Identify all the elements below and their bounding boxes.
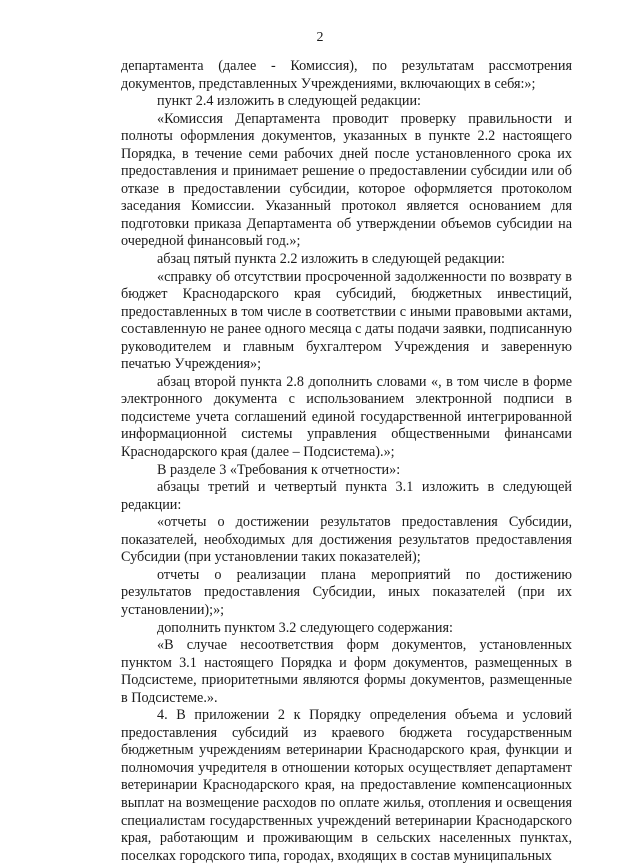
page-number: 2 bbox=[316, 30, 324, 45]
paragraph-results-reports: «отчеты о достижении результатов предоставления Субсидии, показателей, необходимых для достижения результатов предоставления Субсидии (при установлении таких показателей); bbox=[121, 514, 572, 566]
paragraph-commission-review: «Комиссия Департамента проводит проверку правильности и полноты оформления документов, указанных в пункте 2.2 настоящего Порядка, в течение семи рабочих дней после установленного срока их предоставления и принимает решение о предоставлении субсидии или об отказе в предоставлении субсидии, которое оформляется протоколом заседания Комиссии. Указанный протокол является основанием для подготовки приказа Департамента об утверждении объемов субсидии на очередной финансовый год.»; bbox=[121, 110, 572, 250]
paragraph-clause-3-2-intro: дополнить пунктом 3.2 следующего содержания: bbox=[157, 619, 453, 636]
paragraph-clause-2-4-intro: пункт 2.4 изложить в следующей редакции: bbox=[157, 93, 421, 110]
paragraph-clause-2-2-intro: абзац пятый пункта 2.2 изложить в следующей редакции: bbox=[157, 251, 505, 268]
paragraph-clause-2-8-addition: абзац второй пункта 2.8 дополнить словами «, в том числе в форме электронного документа с использованием электронной подписи в подсистеме учета соглашений единой государственной интегрированной информационной системы управления общественными финансами Краснодарского края (далее – Подсистема).»; bbox=[121, 373, 572, 461]
paragraph-clause-3-1-intro: абзацы третий и четвертый пункта 3.1 изложить в следующей редакции: bbox=[121, 479, 572, 513]
document-body bbox=[121, 58, 572, 865]
paragraph-continuation: департамента (далее - Комиссия), по результатам рассмотрения документов, представленных Учреждениями, включающих в себя:»; bbox=[121, 58, 572, 92]
paragraph-section-3-heading: В разделе 3 «Требования к отчетности»: bbox=[157, 461, 401, 478]
paragraph-debt-certificate: «справку об отсутствии просроченной задолженности по возврату в бюджет Краснодарского края субсидий, бюджетных инвестиций, предоставленных в том числе в соответствии с иными правовыми актами, составленную не ранее одного месяца с даты подачи заявки, подписанную руководителем и главным бухгалтером Учреждения и заверенную печатью Учреждения»; bbox=[121, 268, 572, 373]
paragraph-forms-priority: «В случае несоответствия форм документов, установленных пунктом 3.1 настоящего Порядка и форм документов, размещенных в Подсистеме, приоритетными являются формы документов, размещенные в Подсистеме.». bbox=[121, 637, 572, 706]
paragraph-plan-reports: отчеты о реализации плана мероприятий по достижению результатов предоставления Субсидии, иных показателей (при их установлении);»; bbox=[121, 566, 572, 618]
paragraph-appendix-2: 4. В приложении 2 к Порядку определения объема и условий предоставления субсидий из краевого бюджета государственным бюджетным учреждениям ветеринарии Краснодарского края, функции и полномочия учредителя в отношении которых осуществляет департамент ветеринарии Краснодарского края, на предоставление компенсационных выплат на возмещение расходов по оплате жилья, отопления и освещения специалистам государственных учреждений ветеринарии Краснодарского края, работающим и проживающим в сельских населенных пунктах, поселках городского типа, городах, входящих в состав муниципальных bbox=[121, 707, 572, 864]
